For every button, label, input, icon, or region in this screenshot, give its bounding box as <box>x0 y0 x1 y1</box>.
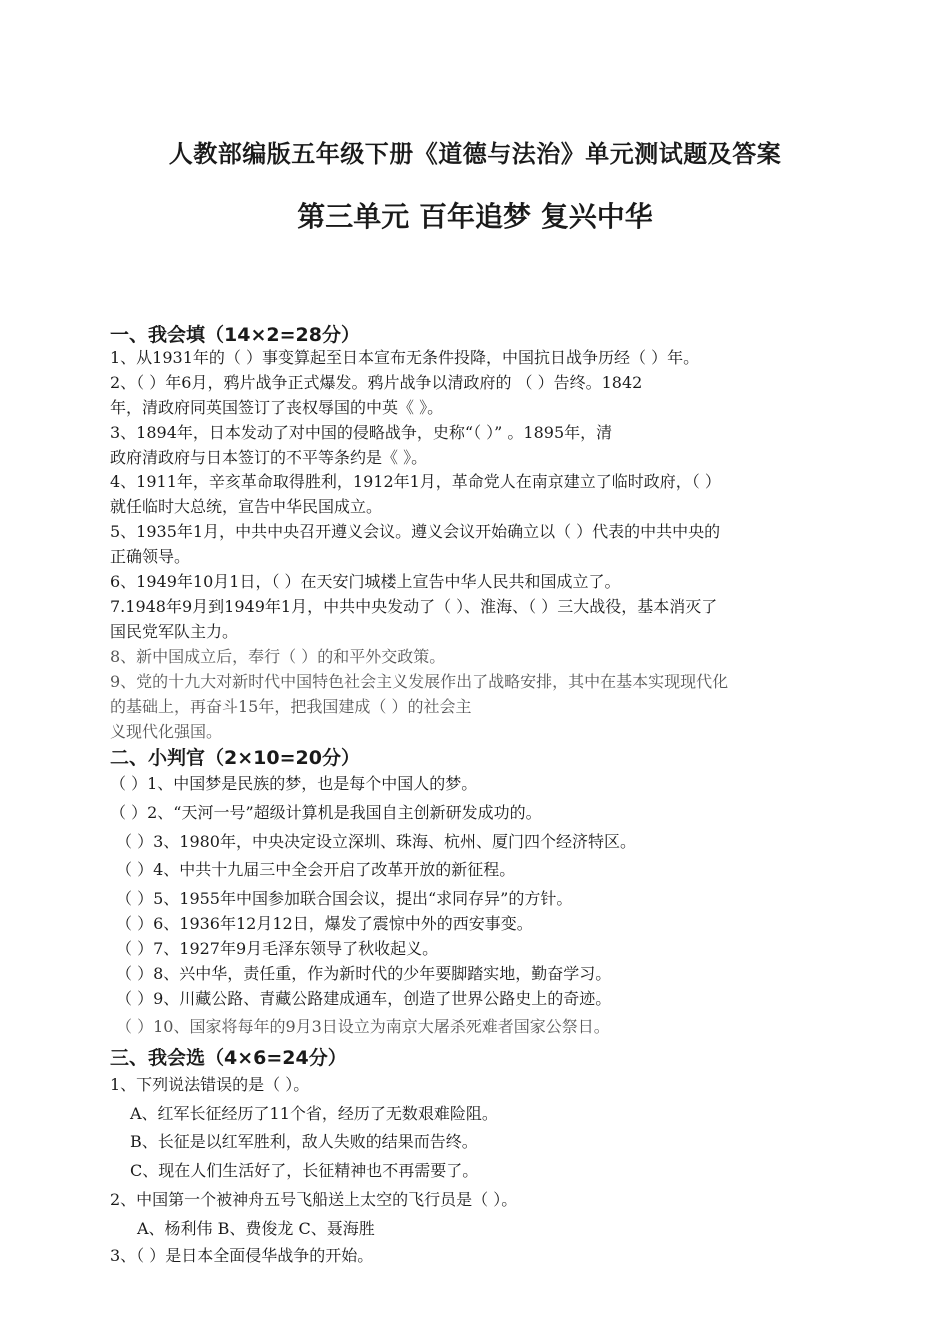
fill-line: 3、1894年，日本发动了对中国的侵略战争，史称“（ ）” 。1895年，清 <box>110 423 613 442</box>
choose-question: 3、（ ）是日本全面侵华战争的开始。 <box>110 1246 374 1265</box>
fill-line: 8、新中国成立后，奉行（ ）的和平外交政策。 <box>110 647 446 666</box>
section-heading-choose: 三、我会选（4×6=24分） <box>110 1047 347 1069</box>
judge-item: （ ）5、1955年中国参加联合国会议，提出“求同存异”的方针。 <box>116 889 573 908</box>
section-heading-judge: 二、小判官（2×10=20分） <box>110 747 360 769</box>
judge-item: （ ）2、“天河一号”超级计算机是我国自主创新研发成功的。 <box>110 803 542 822</box>
fill-line: 9、党的十九大对新时代中国特色社会主义发展作出了战略安排，其中在基本实现现代化 <box>110 672 729 691</box>
choose-option: C、现在人们生活好了，长征精神也不再需要了。 <box>130 1161 479 1180</box>
fill-line: 政府清政府与日本签订的不平等条约是《 》。 <box>110 448 428 467</box>
fill-line: 国民党军队主力。 <box>110 622 239 641</box>
fill-line: 义现代化强国。 <box>110 722 223 741</box>
judge-item: （ ）7、1927年9月毛泽东领导了秋收起义。 <box>116 939 439 958</box>
document-title: 人教部编版五年级下册《道德与法治》单元测试题及答案 <box>168 140 782 168</box>
choose-option: A、杨利伟 B、费俊龙 C、聂海胜 <box>137 1219 375 1238</box>
fill-line: 5、1935年1月，中共中央召开遵义会议。遵义会议开始确立以（ ）代表的中共中央的 <box>110 522 721 541</box>
judge-item: （ ）6、1936年12月12日，爆发了震惊中外的西安事变。 <box>116 914 533 933</box>
judge-item: （ ）4、中共十九届三中全会开启了改革开放的新征程。 <box>116 860 516 879</box>
fill-line: 2、（ ）年6月，鸦片战争正式爆发。鸦片战争以清政府的 （ ）告终。1842 <box>110 373 643 392</box>
section-heading-fill: 一、我会填（14×2=28分） <box>110 324 360 346</box>
judge-item: （ ）8、兴中华，责任重，作为新时代的少年要脚踏实地，勤奋学习。 <box>116 964 612 983</box>
fill-line: 正确领导。 <box>110 547 191 566</box>
judge-item: （ ）1、中国梦是民族的梦，也是每个中国人的梦。 <box>110 774 478 793</box>
judge-item: （ ）9、川藏公路、青藏公路建成通车，创造了世界公路史上的奇迹。 <box>116 989 612 1008</box>
judge-item: （ ）3、1980年，中央决定设立深圳、珠海、杭州、厦门四个经济特区。 <box>116 832 636 851</box>
fill-line: 年，清政府同英国签订了丧权辱国的中英《 》。 <box>110 398 444 417</box>
choose-option: B、长征是以红军胜利，敌人失败的结果而告终。 <box>130 1132 478 1151</box>
fill-line: 4、1911年，辛亥革命取得胜利，1912年1月，革命党人在南京建立了临时政府，（ ） <box>110 472 721 491</box>
choose-question: 1、下列说法错误的是（ ）。 <box>110 1075 310 1094</box>
fill-line: 就任临时大总统，宣告中华民国成立。 <box>110 497 383 516</box>
unit-title: 第三单元 百年追梦 复兴中华 <box>297 200 653 233</box>
judge-item: （ ）10、国家将每年的9月3日设立为南京大屠杀死难者国家公祭日。 <box>116 1017 610 1036</box>
fill-line: 7.1948年9月到1949年1月，中共中央发动了（ ）、淮海、（ ）三大战役，基本消灭了 <box>110 597 718 616</box>
fill-line: 6、1949年10月1日，（ ）在天安门城楼上宣告中华人民共和国成立了。 <box>110 572 621 591</box>
fill-line: 1、从1931年的（ ）事变算起至日本宣布无条件投降，中国抗日战争历经（ ）年。 <box>110 348 700 367</box>
choose-option: A、红军长征经历了11个省，经历了无数艰难险阻。 <box>130 1104 498 1123</box>
fill-line: 的基础上，再奋斗15年，把我国建成（ ）的社会主 <box>110 697 472 716</box>
choose-question: 2、中国第一个被神舟五号飞船送上太空的飞行员是（ ）。 <box>110 1190 518 1209</box>
